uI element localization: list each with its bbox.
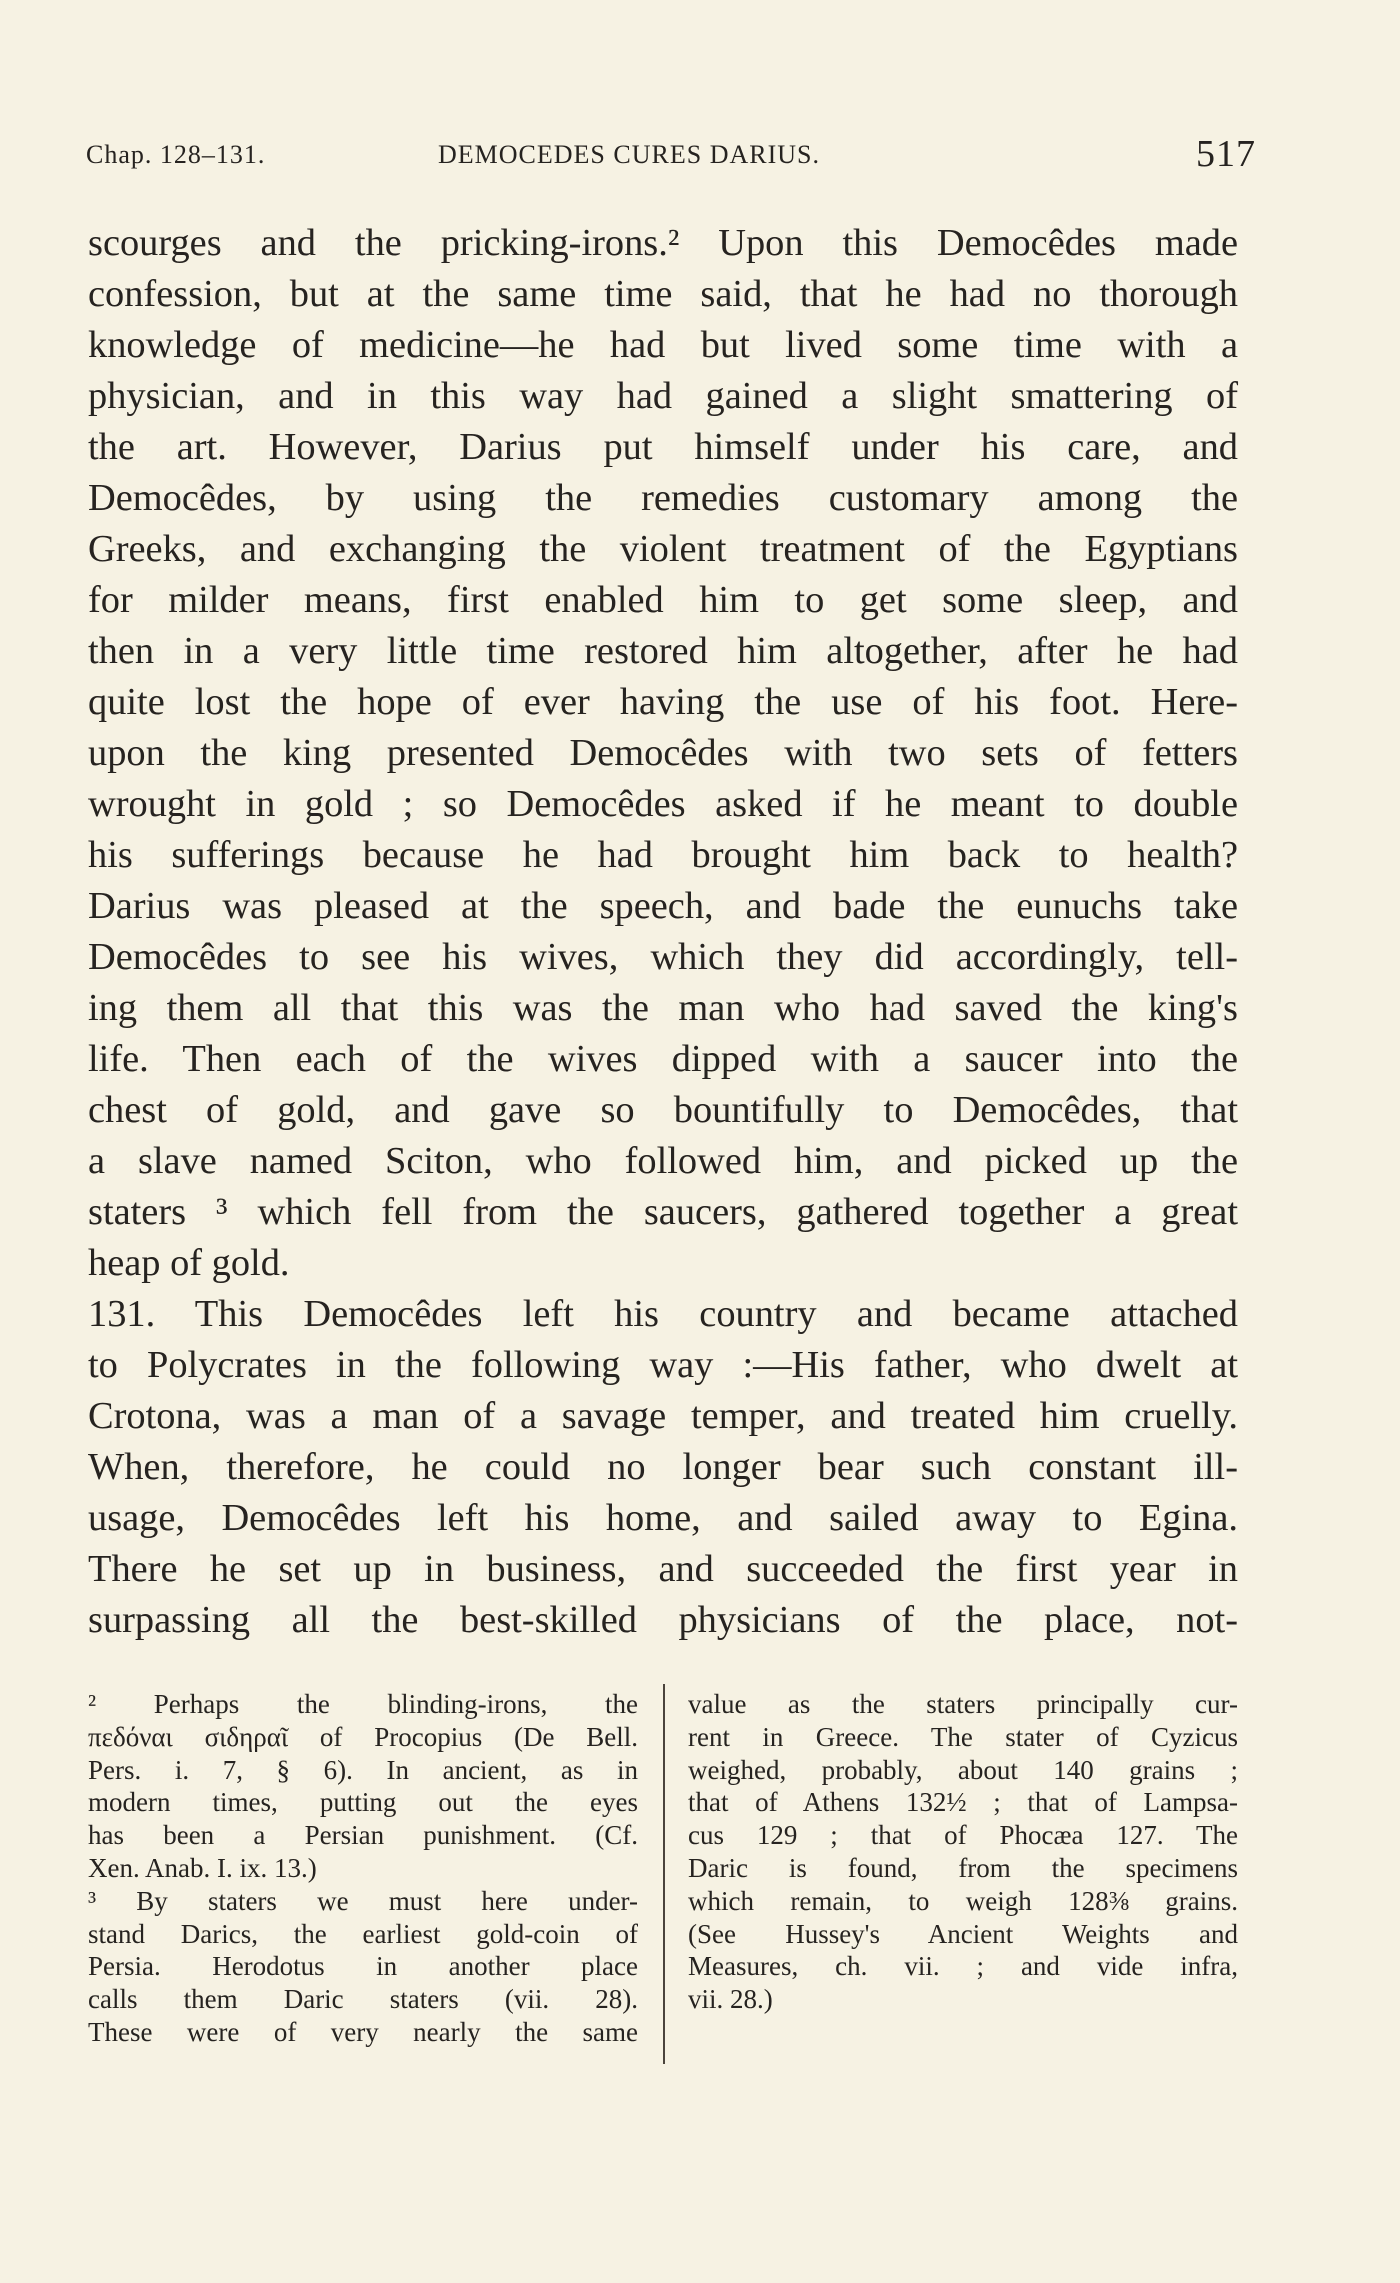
- footnote-line: calls them Daric staters (vii. 28).: [88, 1984, 638, 2015]
- footnote-line: ³ By staters we must here under-: [88, 1885, 638, 1916]
- text-line: physician, and in this way had gained a slight smattering of: [88, 375, 1238, 417]
- footnote-line: ² Perhaps the blinding-irons, the: [88, 1689, 638, 1719]
- text-line: wrought in gold ; so Democêdes asked if he meant to double: [88, 783, 1238, 825]
- page-number: 517: [1196, 133, 1256, 175]
- footnote-line: Xen. Anab. I. ix. 13.): [88, 1852, 317, 1883]
- footnote-line: (See Hussey's Ancient Weights and: [688, 1918, 1238, 1949]
- footnote-line: has been a Persian punishment. (Cf.: [88, 1820, 638, 1851]
- text-line: confession, but at the same time said, that he had no thorough: [88, 273, 1238, 315]
- footnote-column-divider: [663, 1684, 665, 2064]
- footnote-line: value as the staters principally cur-: [688, 1689, 1238, 1719]
- text-line: to Polycrates in the following way :—His father, who dwelt at: [88, 1344, 1238, 1386]
- footnotes: [88, 1688, 1238, 2068]
- footnote-line: πεδόναι σιδηραῖ of Procopius (De Bell.: [88, 1721, 638, 1752]
- footnote-line: weighed, probably, about 140 grains ;: [688, 1754, 1238, 1785]
- text-line: upon the king presented Democêdes with two sets of fetters: [88, 732, 1238, 774]
- text-line: then in a very little time restored him altogether, after he had: [88, 630, 1238, 672]
- footnote-column-left: [88, 1688, 638, 2049]
- text-line: Democêdes, by using the remedies customary among the: [88, 477, 1238, 519]
- text-line: ing them all that this was the man who had saved the king's: [88, 987, 1238, 1029]
- footnote-line: rent in Greece. The stater of Cyzicus: [688, 1721, 1238, 1752]
- running-header: [86, 132, 1256, 182]
- chapter-reference: Chap. 128–131.: [86, 140, 266, 169]
- footnote-line: These were of very nearly the same: [88, 2016, 638, 2047]
- text-line: Democêdes to see his wives, which they did accordingly, tell-: [88, 936, 1238, 978]
- text-line: a slave named Sciton, who followed him, and picked up the: [88, 1140, 1238, 1182]
- text-line: life. Then each of the wives dipped with a saucer into the: [88, 1038, 1238, 1080]
- main-text: [88, 218, 1238, 1646]
- text-line: Greeks, and exchanging the violent treatment of the Egyptians: [88, 528, 1238, 570]
- footnote-line: that of Athens 132½ ; that of Lampsa-: [688, 1787, 1238, 1818]
- text-line: 131. This Democêdes left his country and became attached: [88, 1293, 1238, 1335]
- text-line: usage, Democêdes left his home, and sailed away to Egina.: [88, 1497, 1238, 1539]
- text-line: Crotona, was a man of a savage temper, and treated him cruelly.: [88, 1395, 1238, 1437]
- text-line: Darius was pleased at the speech, and bade the eunuchs take: [88, 885, 1238, 927]
- footnote-line: Pers. i. 7, § 6). In ancient, as in: [88, 1754, 638, 1785]
- footnote-line: cus 129 ; that of Phocæa 127. The: [688, 1820, 1238, 1851]
- text-line: knowledge of medicine—he had but lived some time with a: [88, 324, 1238, 366]
- footnote-line: Daric is found, from the specimens: [688, 1852, 1238, 1883]
- text-line: surpassing all the best-skilled physicians of the place, not-: [88, 1599, 1238, 1641]
- footnote-line: which remain, to weigh 128⅜ grains.: [688, 1885, 1238, 1916]
- text-line: staters ³ which fell from the saucers, gathered together a great: [88, 1191, 1238, 1233]
- text-line: chest of gold, and gave so bountifully to Democêdes, that: [88, 1089, 1238, 1131]
- footnote-line: vii. 28.): [688, 1984, 773, 2015]
- text-line: quite lost the hope of ever having the use of his foot. Here-: [88, 681, 1238, 723]
- text-line: the art. However, Darius put himself under his care, and: [88, 426, 1238, 468]
- footnote-line: Measures, ch. vii. ; and vide infra,: [688, 1951, 1238, 1982]
- text-line: There he set up in business, and succeeded the first year in: [88, 1548, 1238, 1590]
- footnote-line: stand Darics, the earliest gold-coin of: [88, 1918, 638, 1949]
- footnote-column-right: [688, 1688, 1238, 2016]
- text-line: heap of gold.: [88, 1242, 290, 1284]
- running-title: DEMOCEDES CURES DARIUS.: [438, 140, 820, 169]
- footnote-line: modern times, putting out the eyes: [88, 1787, 638, 1818]
- text-line: for milder means, first enabled him to get some sleep, and: [88, 579, 1238, 621]
- text-line: his sufferings because he had brought him back to health?: [88, 834, 1238, 876]
- footnote-line: Persia. Herodotus in another place: [88, 1951, 638, 1982]
- text-line: When, therefore, he could no longer bear such constant ill-: [88, 1446, 1238, 1488]
- text-line: scourges and the pricking-irons.² Upon this Democêdes made: [88, 222, 1238, 264]
